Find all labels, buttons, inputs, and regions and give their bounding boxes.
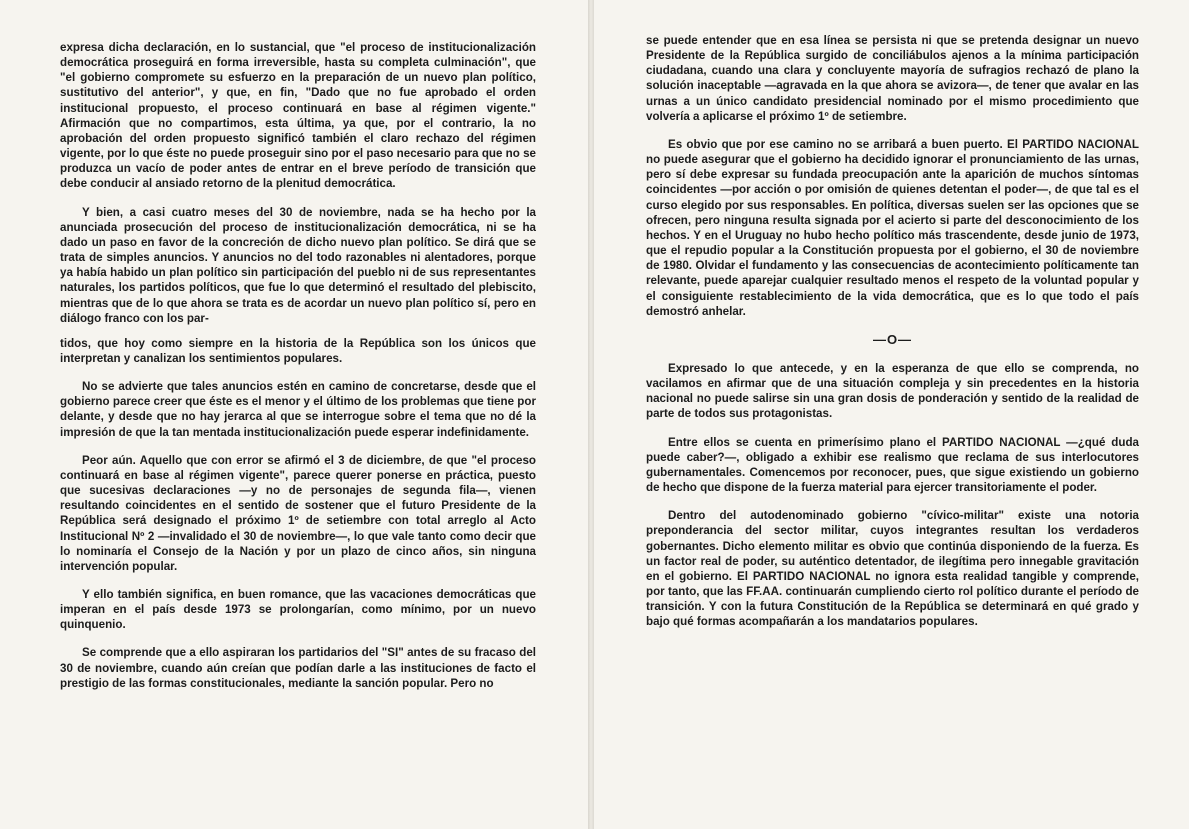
paragraph: Y ello también significa, en buen romance, que las vacaciones democráticas que imperan en el país desde 1973 se prolongarían, como mínimo, por un nuevo quinquenio. — [60, 588, 536, 632]
paragraph: tidos, que hoy como siempre en la historia de la República son los únicos que interpretan y canalizan los sentimientos populares. — [60, 336, 536, 365]
paragraph: Dentro del autodenominado gobierno "cívico-militar" existe una notoria preponderancia del sector militar, cuyos integrantes resultan los verdaderos gobernantes. Dicho elemento militar es obvio que continúa disponiendo de la fuerza. Es un factor real de poder, su auténtico detentador, de ilegítima pero innegable gravitación en el gobierno. El PARTIDO NACIONAL no ignora esta realidad tangible y comprende, por tanto, que las FF.AA. continuarán cumpliendo cierto rol político durante el período de transición. Y con la futura Constitución de la República se determinará en qué grado y bajo qué formas acompañarán a los mandatarios populares. — [646, 509, 1139, 629]
paragraph: Se comprende que a ello aspiraran los partidarios del "SI" antes de su fracaso del 30 de noviembre, cuando aún creían que podían darle a las instituciones de facto el prestigio de las formas constitucionales, mediante la sanción popular. Pero no — [60, 646, 536, 690]
left-page — [0, 0, 588, 829]
paragraph: No se advierte que tales anuncios estén en camino de concretarse, desde que el gobierno parece creer que éste es el menor y el último de los problemas que tiene por delante, y desde que no hay jerarca al que se interrogue sobre el tema que no dé la impresión de que la tan mentada institucionalización puede esperar indefinidamente. — [60, 380, 536, 439]
left-page-text-column — [60, 40, 536, 704]
paragraph: expresa dicha declaración, en lo sustancial, que "el proceso de institucionalización democrática proseguirá en forma irreversible, hasta su completa culminación", que "el gobierno compromete su esfuerzo en la preparación de un nuevo plan político, sustitutivo del anterior", y que, en fin, "Dado que no fue aprobado el orden institucional propuesto, el proceso continuará en base al régimen vigente." Afirmación que no compartimos, esta última, ya que, por el contrario, la no aprobación del orden propuesto significó también el claro rechazo del régimen vigente, por lo que éste no puede proseguir sino por el paso necesario para que no se produzca un vacío de poder antes de entrar en el breve período de transición que debe conducir al ansiado retorno de la plenitud democrática. — [60, 41, 536, 191]
paragraph: Y bien, a casi cuatro meses del 30 de noviembre, nada se ha hecho por la anunciada prosecución del proceso de institucionalización democrática, ni se ha dado un paso en favor de la concreción de dicho nuevo plan político. Se dirá que se trata de simples anuncios. Y anuncios no del todo razonables ni alentadores, porque ya había habido un plan político sin participación del pueblo ni de sus representantes naturales, los partidos políticos, que fue lo que determinó el resultado del plebiscito, mientras que de lo que ahora se trata es de acordar un nuevo plan político sí, pero en diálogo franco con los par- — [60, 205, 536, 325]
paragraph: se puede entender que en esa línea se persista ni que se pretenda designar un nuevo Presidente de la República surgido de conciliábulos ajenos a la mínima participación ciudadana, cuando una clara y concluyente mayoría de sufragios rechazó de plano la solución inaceptable —agravada en la que ahora se avizora—, de tener que avalar en las urnas a un único candidato presidencial nominado por el mismo procedimiento que volvería a aplicarse el próximo 1º de setiembre. — [646, 34, 1139, 123]
paragraph: Expresado lo que antecede, y en la esperanza de que ello se comprenda, no vacilamos en afirmar que de una situación compleja y sin precedentes en la historia nacional no puede salirse sin una gran dosis de ponderación y sentido de la realidad de parte de todos sus protagonistas. — [646, 361, 1139, 421]
section-separator: —O— — [872, 331, 913, 347]
right-page-text-column — [646, 33, 1139, 642]
right-page — [594, 0, 1189, 829]
paragraph: Peor aún. Aquello que con error se afirmó el 3 de diciembre, de que "el proceso continuará en base al régimen vigente", parece querer ponerse en práctica, puesto que sucesivas declaraciones —y no de personajes de segunda fila—, vienen resultando coincidentes en el sentido de sostener que el futuro Presidente de la República será designado el próximo 1º de setiembre con total arreglo al Acto Institucional Nº 2 —invalidado el 30 de noviembre—, lo que vale tanto como decir que lo nominaría el Consejo de la Nación y por un plazo de cinco años, sin ninguna intervención popular. — [60, 453, 536, 573]
paragraph: Es obvio que por ese camino no se arribará a buen puerto. El PARTIDO NACIONAL no puede asegurar que el gobierno ha decidido ignorar el pronunciamiento de las urnas, pero sí debe expresar su fundada preocupación ante la aparición de muchos síntomas coincidentes —por acción o por omisión de quienes detentan el poder—, de que tal es el curso elegido por sus responsables. En política, diversas suelen ser las opciones que se ofrecen, pero ninguna resulta signada por el acierto si parte del desconocimiento de los hechos. Y en el Uruguay no hubo hecho político más trascendente, desde junio de 1973, que el repudio popular a la Constitución propuesta por el gobierno, el 30 de noviembre de 1980. Olvidar el fundamento y las consecuencias de acontecimiento políticamente tan relevante, puede aparejar cualquier resultado menos el respeto de la voluntad popular y el consiguiente restablecimiento de la vida democrática, que es lo que todo el país demostró anhelar. — [646, 137, 1139, 318]
paragraph: Entre ellos se cuenta en primerísimo plano el PARTIDO NACIONAL —¿qué duda puede caber?—, obligado a exhibir ese realismo que reclama de sus interlocutores gubernamentales. Comencemos por reconocer, pues, que sigue existiendo un gobierno de hecho que dispone de la fuerza material para ejercer transitoriamente el poder. — [646, 435, 1139, 495]
